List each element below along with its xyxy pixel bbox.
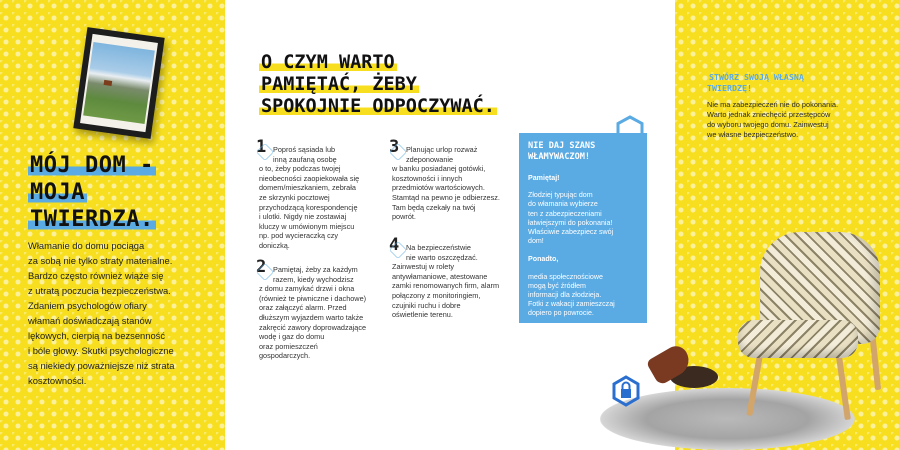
tip-number: 4 (389, 235, 400, 255)
tip-line: np. pod wycieraczką czy (259, 231, 339, 241)
box-paragraph (528, 273, 638, 319)
box-line: media społecznościowe (528, 272, 603, 281)
right-text-line: do wyboru twojego domu. Zainwestuj (707, 120, 829, 129)
tip-line: połączony z monitoringiem, (392, 290, 481, 300)
tip-number: 1 (256, 137, 267, 157)
box-line: do włamania wybierze (528, 200, 598, 209)
house-lock-icon (612, 375, 640, 407)
center-panel (225, 0, 675, 450)
tip-line: z domu zamykać drzwi i okna (259, 284, 355, 294)
framed-picture (73, 27, 164, 139)
intro-line: kosztowności. (28, 375, 87, 386)
tip-line: inną zaufaną osobę (273, 154, 337, 164)
right-text-line: we własne bezpieczeństwo. (707, 130, 799, 139)
left-title-line: MÓJ DOM - (30, 153, 154, 178)
left-intro-text (28, 238, 218, 388)
tip-line: i ulotki. Nigdy nie zostawiaj (259, 212, 347, 222)
box-line: mogą być źródłem (528, 281, 586, 290)
tip-line: oraz załączyć alarm. Przed (259, 303, 347, 313)
tip-line: oraz pomieszczeń (259, 341, 318, 351)
box-title-line: NIE DAJ SZANS (528, 141, 596, 151)
hut-icon (104, 80, 113, 86)
right-text-line: Warto jednak zniechęcić przestępców (707, 110, 831, 119)
intro-line: włamań doświadczają stanów (28, 315, 152, 326)
tip-2 (256, 257, 384, 361)
tip-line: czujniki ruchu i dobre (392, 300, 461, 310)
right-text (707, 100, 885, 140)
box-line: Złodziej typując dom (528, 191, 593, 200)
armchair-seat (738, 320, 858, 358)
box-subheading: Ponadto, (528, 255, 559, 264)
tip-line: domem/mieszkaniem, zebrała (259, 183, 356, 193)
box-line: dopiero po powrocie. (528, 309, 594, 318)
intro-line: Włamanie do domu pociąga (28, 240, 145, 251)
box-line: ten z zabezpieczeniami (528, 209, 602, 218)
intro-line: są niekiedy poważniejsze niż strata (28, 360, 175, 371)
box-line: Właściwie zabezpiecz swój (528, 228, 614, 237)
tip-3 (389, 137, 512, 222)
tip-line: antywłamaniowe, atestowane (392, 271, 488, 281)
tip-line: doniczką. (259, 240, 290, 250)
left-title-line: TWIERDZA. (30, 207, 154, 232)
tip-number: 2 (256, 257, 267, 277)
right-title (707, 72, 882, 94)
left-panel (0, 0, 225, 450)
center-title-line: O CZYM WARTO (261, 52, 395, 73)
intro-line: Bardzo często również wiąże się (28, 270, 164, 281)
center-title-line: PAMIĘTAĆ, ŻEBY (261, 74, 417, 95)
hexagon-icon (615, 115, 645, 145)
tip-line: przedmiotów wartościowych. (392, 183, 485, 193)
tip-line: zakręcić zawory doprowadzające (259, 322, 367, 332)
right-title-line: TWIERDZĘ! (707, 83, 752, 93)
right-text-line: Nie ma zabezpieczeń nie do pokonania. (707, 100, 839, 109)
center-title (259, 52, 497, 118)
tip-line: Stamtąd na pewno je odbierzesz. (392, 192, 500, 202)
tip-line: ze skrzynki pocztowej (259, 192, 330, 202)
box-line: informacji dla złodzieja. (528, 291, 602, 300)
center-title-line: SPOKOJNIE ODPOCZYWAĆ. (261, 96, 495, 117)
tip-line: w banku posiadanej gotówki, (392, 164, 486, 174)
intro-line: Zdaniem psychologów ofiary (28, 300, 147, 311)
box-line: Fotki z wakacji zamieszczaj (528, 300, 615, 309)
mountain-photo (83, 42, 155, 124)
tip-line: Zainwestuj w rolety (392, 262, 455, 272)
tip-line: kluczy w umówionym miejscu (259, 221, 355, 231)
tip-line: zamki renomowanych firm, alarm (392, 281, 500, 291)
box-paragraph (528, 191, 638, 246)
intro-line: i bóle głowy. Skutki psychologiczne (28, 345, 174, 356)
box-line: łatwiejszymi do pokonania! (528, 218, 613, 227)
left-title-line: MOJA (30, 180, 85, 205)
intro-line: lękowych, cierpią na bezsenność (28, 330, 166, 341)
tip-line: zdeponowanie (406, 154, 454, 164)
tip-line: razem, kiedy wychodzisz (273, 274, 354, 284)
tip-4 (389, 235, 517, 320)
tip-line: Pamiętaj, żeby za każdym (273, 265, 358, 274)
tip-line: Tam będą czekały na twój (392, 202, 476, 212)
box-title-line: WŁAMYWACZOM! (528, 152, 591, 162)
intro-line: z utratą poczucia bezpieczeństwa. (28, 285, 171, 296)
tip-line: wodę i gaz do domu (259, 332, 325, 342)
tip-line: Poproś sąsiada lub (273, 145, 336, 154)
warning-box (519, 133, 647, 323)
tip-line: gospodarczych. (259, 351, 311, 361)
tip-line: nieobecności zaopiekowała się (259, 173, 360, 183)
tip-line: kosztowności i innych (392, 173, 463, 183)
tip-line: przychodzącą korespondencję (259, 202, 358, 212)
tip-line: oświetlenie terenu. (392, 310, 453, 320)
tip-line: (również te piwniczne i dachowe) (259, 293, 367, 303)
tip-line: nie warto oszczędzać. (406, 252, 478, 262)
left-title (28, 152, 156, 233)
box-line: dom! (528, 237, 544, 246)
tip-line: dłuższym wyjazdem warto także (259, 312, 364, 322)
tip-1 (256, 137, 379, 251)
tip-line: powrót. (392, 212, 416, 222)
intro-line: za sobą nie tylko straty materialne. (28, 255, 173, 266)
box-subheading: Pamiętaj! (528, 174, 560, 182)
tip-line: Planując urlop rozważ (406, 145, 478, 154)
tip-number: 3 (389, 137, 400, 157)
tip-line: Na bezpieczeństwie (406, 243, 471, 252)
right-title-line: STWÓRZ SWOJĄ WŁASNĄ (709, 72, 804, 82)
tip-line: o to, żeby podczas twojej (259, 164, 341, 174)
